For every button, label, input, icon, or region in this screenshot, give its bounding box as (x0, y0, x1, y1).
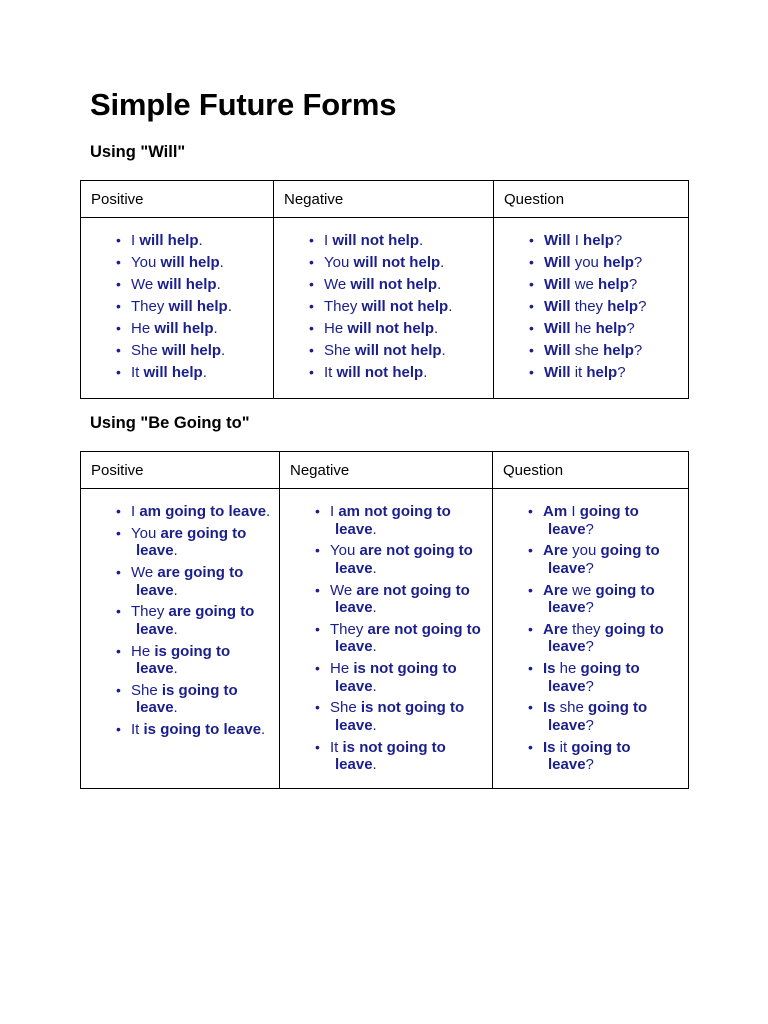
list-item (282, 342, 485, 360)
plain-text: . (423, 364, 428, 381)
list-item (501, 699, 680, 734)
plain-text: She (131, 681, 162, 699)
plain-text: . (266, 503, 271, 520)
list-item (501, 660, 680, 695)
plain-text: They (131, 298, 169, 315)
verb-phrase: help (603, 342, 634, 359)
bullet-list (501, 503, 680, 774)
plain-text: . (372, 599, 377, 617)
column-header-positive: Positive (81, 181, 274, 218)
question-cell (494, 218, 689, 399)
list-item (89, 682, 271, 717)
plain-text: ? (626, 320, 635, 337)
plain-text: it (570, 364, 587, 381)
table-header-row (81, 452, 689, 489)
plain-text: I (567, 503, 580, 520)
verb-phrase: Will (544, 342, 571, 359)
table-row (81, 489, 689, 789)
plain-text: . (202, 364, 207, 381)
plain-text: . (419, 232, 424, 249)
plain-text: we (570, 276, 599, 293)
verb-phrase: Will (544, 298, 571, 315)
plain-text: He (330, 660, 354, 678)
verb-phrase: Is (543, 738, 556, 756)
plain-text: . (372, 559, 377, 577)
plain-text: I (131, 503, 140, 520)
plain-text: I (570, 232, 584, 249)
verb-phrase: will help (157, 276, 217, 293)
plain-text: It (131, 721, 144, 739)
verb-phrase: is not going to leave (335, 738, 446, 774)
plain-text: it (555, 738, 572, 756)
verb-phrase: going to leave (548, 581, 655, 617)
plain-text: . (216, 276, 221, 293)
plain-text: He (324, 320, 348, 337)
list-item (288, 660, 484, 695)
column-header-negative: Negative (274, 181, 494, 218)
list-item (89, 721, 271, 739)
list-item (89, 525, 271, 560)
plain-text: you (568, 542, 601, 560)
plain-text: ? (585, 520, 594, 538)
list-item (502, 342, 680, 360)
plain-text: he (570, 320, 596, 337)
plain-text: ? (628, 276, 638, 293)
list-item (501, 582, 680, 617)
plain-text: You (131, 254, 161, 271)
verb-phrase: will not help (336, 364, 424, 381)
verb-phrase: is going to leave (143, 721, 262, 739)
plain-text: We (131, 564, 158, 582)
verb-phrase: will help (168, 298, 228, 315)
verb-phrase: am not going to leave (335, 503, 451, 538)
plain-text: She (131, 342, 162, 359)
plain-text: You (330, 542, 360, 560)
plain-text: . (448, 298, 453, 315)
verb-phrase: will help (160, 254, 220, 271)
negative-cell (274, 218, 494, 399)
list-item (288, 621, 484, 656)
plain-text: It (131, 364, 144, 381)
plain-text: . (173, 620, 178, 638)
plain-text: . (372, 677, 377, 695)
plain-text: ? (585, 559, 594, 577)
list-item (502, 254, 680, 272)
plain-text: . (437, 276, 442, 293)
verb-phrase: will help (143, 364, 203, 381)
plain-text: . (440, 254, 445, 271)
list-item (288, 542, 484, 577)
verb-phrase: Will (544, 320, 571, 337)
plain-text: they (570, 298, 608, 315)
list-item (501, 621, 680, 656)
section-heading-be-going-to: Using "Be Going to" (90, 414, 250, 432)
verb-phrase: Will (544, 254, 571, 271)
verb-phrase: will not help (347, 320, 435, 337)
page-title: Simple Future Forms (90, 87, 397, 122)
list-item (282, 254, 485, 272)
plain-text: We (324, 276, 351, 293)
list-item (502, 232, 680, 250)
list-item (501, 542, 680, 577)
column-header-negative: Negative (280, 452, 493, 489)
plain-text: She (330, 699, 361, 717)
verb-phrase: going to leave (548, 660, 640, 695)
list-item (288, 503, 484, 538)
plain-text: you (570, 254, 604, 271)
verb-phrase: Are (543, 620, 569, 638)
verb-phrase: are not going to leave (335, 581, 470, 617)
list-item (89, 364, 265, 382)
plain-text: They (330, 620, 368, 638)
list-item (502, 364, 680, 382)
verb-phrase: help (607, 298, 639, 315)
plain-text: It (324, 364, 337, 381)
list-item (288, 699, 484, 734)
list-item (89, 276, 265, 294)
plain-text: We (131, 276, 158, 293)
plain-text: You (131, 524, 161, 542)
verb-phrase: will help (139, 232, 199, 249)
list-item (501, 739, 680, 774)
plain-text: ? (633, 254, 643, 271)
plain-text: He (131, 320, 155, 337)
plain-text: . (434, 320, 439, 337)
table-row (81, 218, 689, 399)
verb-phrase: going to leave (548, 738, 631, 774)
plain-text: he (555, 660, 581, 678)
verb-phrase: Is (543, 699, 556, 717)
verb-phrase: help (603, 254, 634, 271)
verb-phrase: help (583, 232, 614, 249)
plain-text: ? (617, 364, 626, 381)
plain-text: . (261, 721, 266, 739)
list-item (89, 503, 271, 521)
plain-text: they (568, 620, 605, 638)
plain-text: I (324, 232, 333, 249)
plain-text: . (221, 342, 226, 359)
list-item (282, 298, 485, 316)
positive-cell (81, 489, 280, 789)
verb-phrase: are not going to leave (335, 620, 481, 656)
verb-phrase: Will (544, 276, 571, 293)
table-header-row (81, 181, 689, 218)
plain-text: They (324, 298, 362, 315)
verb-phrase: help (598, 276, 629, 293)
bullet-list (502, 232, 680, 382)
plain-text: ? (638, 298, 647, 315)
list-item (89, 232, 265, 250)
verb-phrase: are going to leave (136, 603, 255, 638)
verb-phrase: going to leave (548, 542, 660, 577)
verb-phrase: will help (154, 320, 214, 337)
verb-phrase: is going to leave (136, 681, 238, 717)
column-header-positive: Positive (81, 452, 280, 489)
list-item (282, 232, 485, 250)
verb-phrase: going to leave (548, 620, 664, 656)
plain-text: she (570, 342, 604, 359)
bullet-list (89, 503, 271, 739)
plain-text: You (324, 254, 354, 271)
list-item (282, 364, 485, 382)
list-item (282, 320, 485, 338)
plain-text: . (173, 581, 178, 599)
verb-phrase: are going to leave (136, 524, 247, 560)
bullet-list (89, 232, 265, 382)
plain-text: ? (585, 756, 594, 774)
column-header-question: Question (493, 452, 689, 489)
list-item (502, 320, 680, 338)
plain-text: ? (585, 677, 594, 695)
verb-phrase: are going to leave (136, 564, 244, 599)
list-item (288, 582, 484, 617)
plain-text: ? (585, 716, 594, 734)
verb-phrase: Is (543, 660, 556, 678)
verb-phrase: Will (544, 232, 571, 249)
bullet-list (282, 232, 485, 382)
plain-text: . (173, 542, 178, 560)
section-heading-will: Using "Will" (90, 143, 186, 161)
verb-phrase: Will (544, 364, 571, 381)
verb-phrase: going to leave (548, 503, 639, 538)
plain-text: . (198, 232, 203, 249)
plain-text: . (372, 756, 377, 774)
plain-text: . (372, 520, 377, 538)
plain-text: . (213, 320, 218, 337)
list-item (89, 254, 265, 272)
plain-text: He (131, 642, 155, 660)
plain-text: I (330, 503, 339, 520)
positive-cell (81, 218, 274, 399)
plain-text: . (372, 638, 377, 656)
verb-phrase: is not going to leave (335, 699, 465, 734)
list-item (89, 342, 265, 360)
plain-text: ? (585, 599, 594, 617)
verb-phrase: Are (543, 542, 569, 560)
plain-text: . (173, 699, 178, 717)
list-item (89, 298, 265, 316)
be-going-to-forms-table (80, 451, 689, 789)
plain-text: It (330, 738, 343, 756)
verb-phrase: Are (543, 581, 569, 599)
verb-phrase: is going to leave (136, 642, 231, 678)
plain-text: ? (613, 232, 623, 249)
list-item (282, 276, 485, 294)
verb-phrase: will not help (354, 342, 442, 359)
verb-phrase: Am (543, 503, 568, 520)
plain-text: . (227, 298, 232, 315)
list-item (89, 643, 271, 678)
list-item (288, 739, 484, 774)
list-item (501, 503, 680, 538)
plain-text: . (441, 342, 446, 359)
list-item (89, 564, 271, 599)
plain-text: We (330, 581, 357, 599)
will-forms-table (80, 180, 689, 399)
plain-text: we (568, 581, 596, 599)
column-header-question: Question (494, 181, 689, 218)
bullet-list (288, 503, 484, 774)
plain-text: ? (633, 342, 643, 359)
verb-phrase: are not going to leave (335, 542, 473, 577)
plain-text: . (372, 716, 377, 734)
verb-phrase: help (586, 364, 618, 381)
plain-text: She (324, 342, 355, 359)
plain-text: . (173, 660, 178, 678)
plain-text: They (131, 603, 169, 621)
plain-text: she (555, 699, 589, 717)
verb-phrase: going to leave (548, 699, 648, 734)
verb-phrase: will not help (350, 276, 438, 293)
verb-phrase: will not help (332, 232, 420, 249)
verb-phrase: will not help (353, 254, 441, 271)
verb-phrase: will help (161, 342, 222, 359)
negative-cell (280, 489, 493, 789)
plain-text: I (131, 232, 140, 249)
list-item (89, 320, 265, 338)
list-item (502, 298, 680, 316)
verb-phrase: am going to leave (139, 503, 267, 520)
plain-text: ? (585, 638, 594, 656)
verb-phrase: is not going to leave (335, 660, 457, 695)
verb-phrase: will not help (361, 298, 449, 315)
plain-text: . (219, 254, 224, 271)
question-cell (493, 489, 689, 789)
list-item (502, 276, 680, 294)
list-item (89, 603, 271, 638)
verb-phrase: help (595, 320, 627, 337)
